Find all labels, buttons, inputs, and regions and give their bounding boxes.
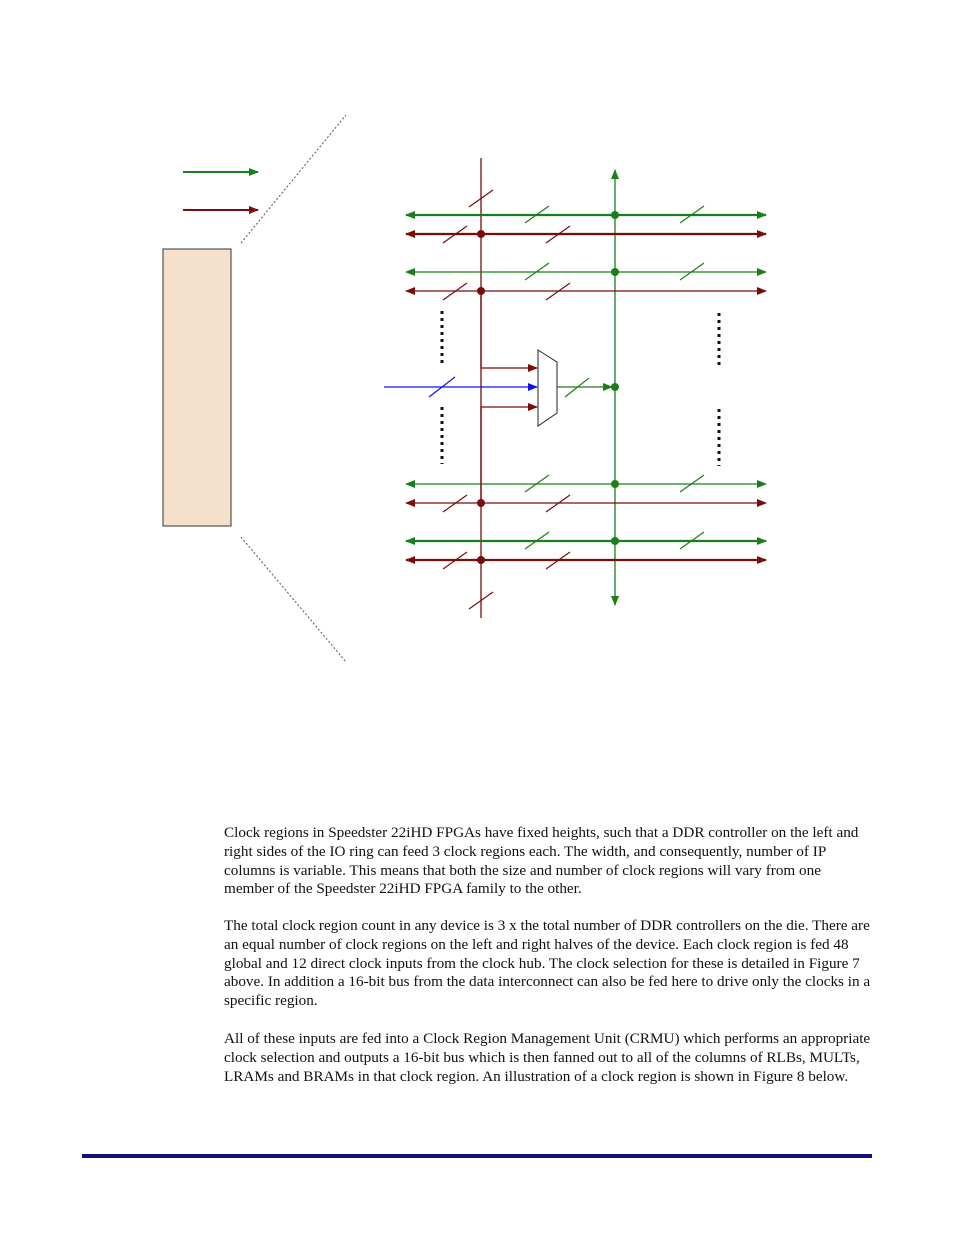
zoom-guide-top bbox=[241, 115, 346, 243]
ddr-controller-block bbox=[163, 249, 231, 526]
bus-width-slashes bbox=[429, 190, 704, 609]
body-paragraph-2: The total clock region count in any device is 3 x the total number of DDR controllers on the die. There are an equal number of clock regions on the left and right halves of the device. Each clock region is fed 48 global and 12 direct clock inputs from the clock hub. The clock selection for these is detailed in Figure 7 above. In addition a 16-bit bus from the data interconnect can also be fed here to drive only the clocks in a specific region. bbox=[224, 917, 871, 1010]
crmu-mux bbox=[538, 350, 557, 426]
mux-direct-input-lower bbox=[481, 407, 537, 503]
body-paragraph-1: Clock regions in Speedster 22iHD FPGAs have fixed heights, such that a DDR controller on the left and right sides of the IO ring can feed 3 clock regions each. The width, and consequently, number of IP columns is variable. This means that both the size and number of clock regions will vary from one member of the Speedster 22iHD FPGA family to the other. bbox=[224, 824, 859, 898]
zoom-guide-bottom bbox=[241, 537, 346, 662]
body-paragraph-3: All of these inputs are fed into a Clock Region Management Unit (CRMU) which performs an appropriate clock selection and outputs a 16-bit bus which is then fanned out to all of the columns of RLBs, MULTs, LRAMs and BRAMs in that clock region. An illustration of a clock region is shown in Figure 8 below. bbox=[224, 1030, 871, 1085]
footer-rule bbox=[82, 1154, 872, 1158]
mux-direct-input-upper bbox=[481, 291, 537, 368]
continuation-dots bbox=[442, 311, 719, 466]
